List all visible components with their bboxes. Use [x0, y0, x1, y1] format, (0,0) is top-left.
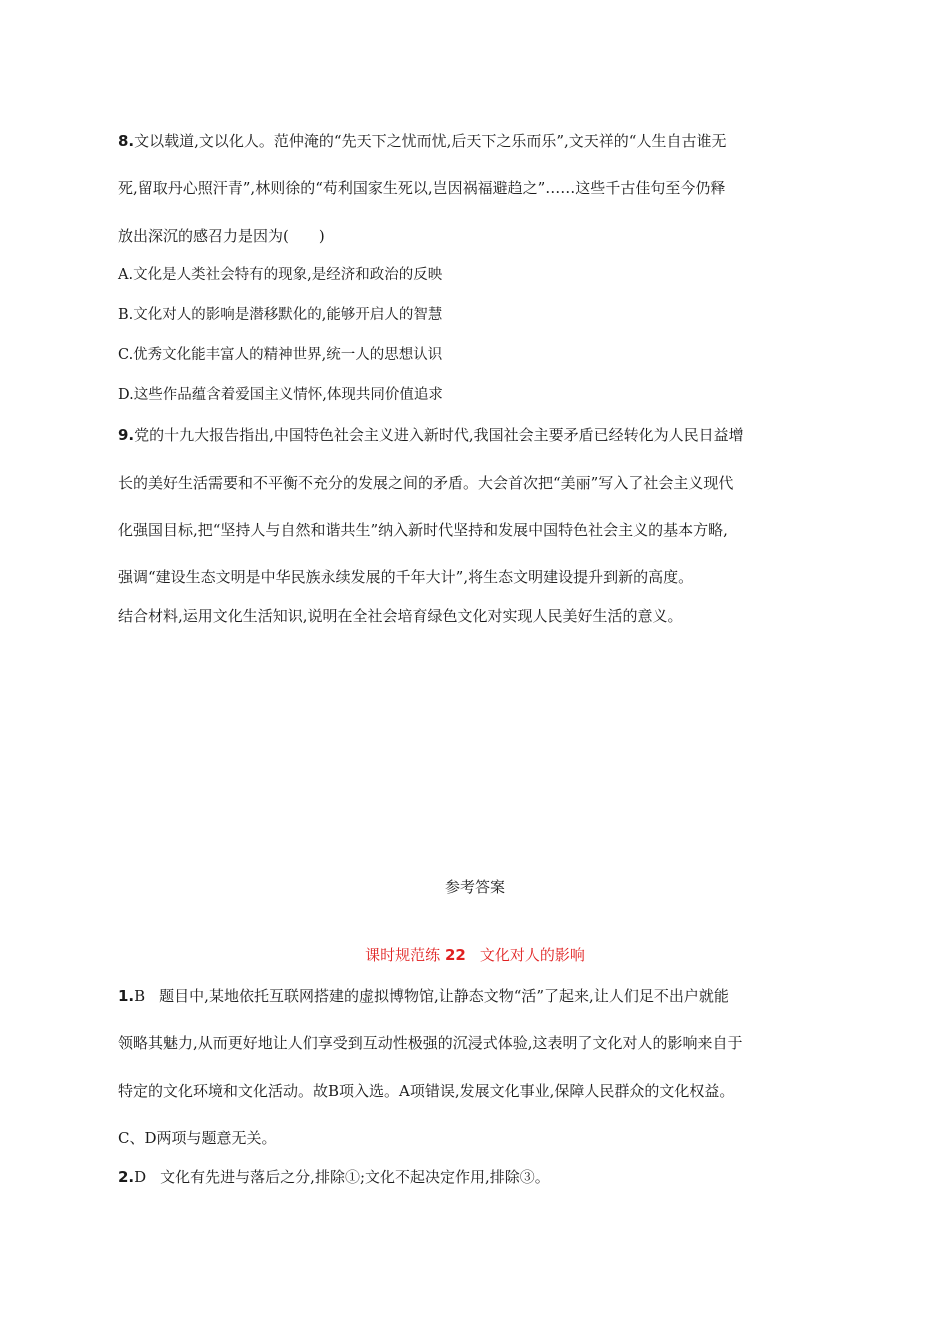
q9-line-2: 长的美好生活需要和不平衡不充分的发展之间的矛盾。大会首次把“美丽”写入了社会主义现代 [118, 474, 734, 492]
q8-line-3: 放出深沉的感召力是因为( ) [118, 227, 325, 245]
q8-number: 8. [118, 132, 135, 150]
q9-line-5: 结合材料,运用文化生活知识,说明在全社会培育绿色文化对实现人民美好生活的意义。 [118, 607, 683, 625]
answer-1-line-1: 1.B 题目中,某地依托互联网搭建的虚拟博物馆,让静态文物“活”了起来,让人们足不出户就能 [118, 987, 729, 1005]
answer-1-line-2: 领略其魅力,从而更好地让人们享受到互动性极强的沉浸式体验,这表明了文化对人的影响来自于 [118, 1034, 743, 1052]
answer-1-choice: B [134, 987, 146, 1005]
answers-heading: 参考答案 [444, 878, 505, 896]
q9-line-3: 化强国目标,把“坚持人与自然和谐共生”纳入新时代坚持和发展中国特色社会主义的基本方略, [118, 521, 728, 539]
q9-line-4: 强调“建设生态文明是中华民族永续发展的千年大计”,将生态文明建设提升到新的高度。 [118, 568, 694, 586]
answer-1-line-3: 特定的文化环境和文化活动。故B项入选。A项错误,发展文化事业,保障人民群众的文化权益。 [118, 1082, 735, 1100]
answer-1-number: 1. [118, 987, 135, 1005]
q8-option-a: A.文化是人类社会特有的现象,是经济和政治的反映 [118, 267, 443, 283]
q8-option-b: B.文化对人的影响是潜移默化的,能够开启人的智慧 [118, 307, 443, 323]
q8-line-2: 死,留取丹心照汗青”,林则徐的“苟利国家生死以,岂因祸福避趋之”……这些千古佳句至今仍释 [118, 179, 726, 197]
q8-option-d: D.这些作品蕴含着爱国主义情怀,体现共同价值追求 [118, 387, 443, 403]
q8-line-1: 8.文以载道,文以化人。范仲淹的“先天下之忧而忧,后天下之乐而乐”,文天祥的“人生自古谁无 [118, 132, 727, 150]
answer-1-line-4: C、D两项与题意无关。 [118, 1129, 277, 1147]
q8-option-c: C.优秀文化能丰富人的精神世界,统一人的思想认识 [118, 347, 443, 363]
q9-number: 9. [118, 426, 135, 444]
answer-2-line: 2.D 文化有先进与落后之分,排除①;文化不起决定作用,排除③。 [118, 1168, 550, 1186]
answers-subtitle: 课时规范练 22 文化对人的影响 [365, 946, 585, 964]
answer-2-choice: D [134, 1168, 147, 1186]
answer-2-number: 2. [118, 1168, 135, 1186]
q9-line-1: 9.党的十九大报告指出,中国特色社会主义进入新时代,我国社会主要矛盾已经转化为人民日益增 [118, 426, 744, 444]
